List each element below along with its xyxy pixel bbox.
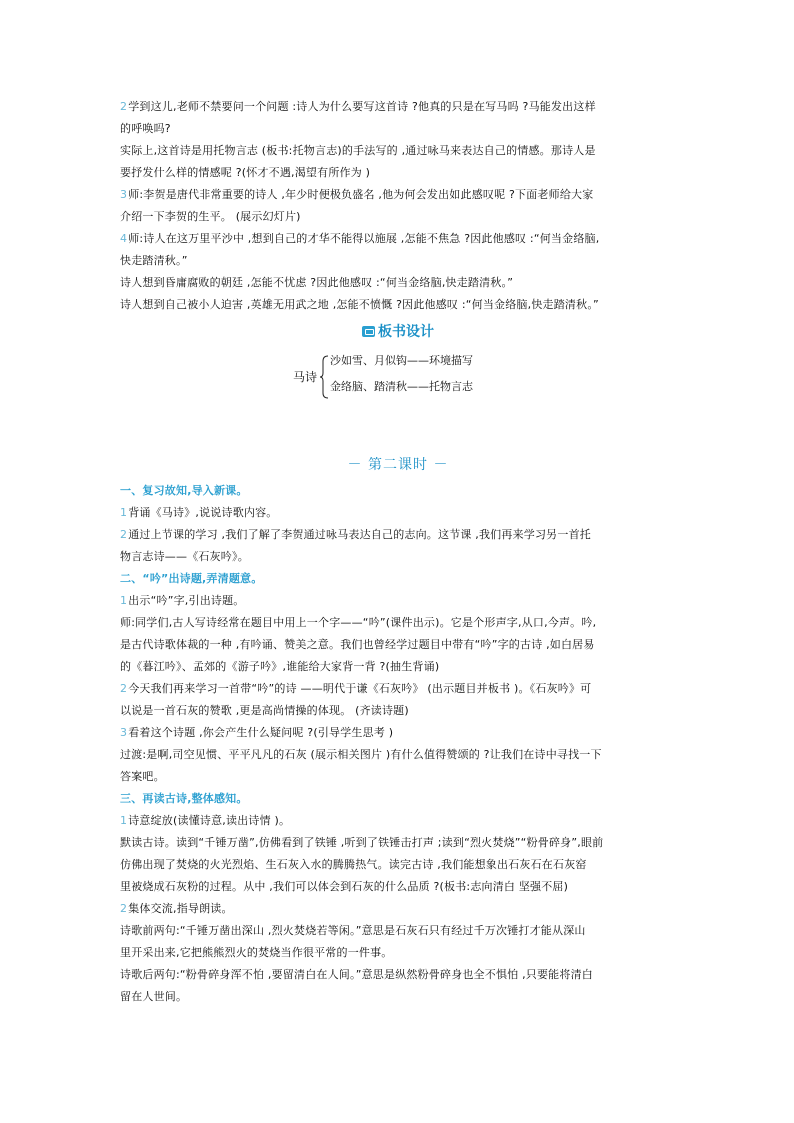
item-number: 2 xyxy=(120,682,128,695)
item-number: 1 xyxy=(120,594,128,607)
text-line xyxy=(120,502,676,524)
text-line xyxy=(120,678,676,700)
line-text: 今天我们再来学习一首带“吟”的诗 ——明代于谦《石灰吟》 (出示题目并板书 )。《石灰吟》可 xyxy=(128,682,592,695)
section-heading xyxy=(120,568,676,590)
lesson2-text-block xyxy=(120,480,676,1008)
item-number: 2 xyxy=(120,528,128,541)
curly-brace xyxy=(319,355,329,399)
text-line xyxy=(120,832,676,854)
text-line xyxy=(120,228,676,250)
text-line xyxy=(120,250,676,272)
board-heading-text: 板书设计 xyxy=(378,324,434,340)
line-text: 留在人世间。 xyxy=(120,990,188,1003)
line-text: 快走踏清秋。” xyxy=(120,254,188,267)
item-number: 3 xyxy=(120,726,128,739)
section-heading xyxy=(120,480,676,502)
board-row-environment: 沙如雪、月似钩——环境描写 xyxy=(330,354,473,367)
text-line xyxy=(120,744,676,766)
text-line xyxy=(120,986,676,1008)
line-text: 诗人想到自己被小人迫害 ,英雄无用武之地 ,怎能不愤慨 ?因此他感叹 :“何当金络脑,快走踏清秋。” xyxy=(120,298,599,311)
text-line xyxy=(120,766,676,788)
line-text: 仿佛出现了焚烧的火光烈焰、生石灰入水的腾腾热气。读完古诗 ,我们能想象出石灰石在石灰窑 xyxy=(120,858,587,871)
text-line xyxy=(120,964,676,986)
text-line xyxy=(120,140,676,162)
line-text: 一、复习故知,导入新课。 xyxy=(120,484,248,497)
line-text: 过渡:是啊,司空见惯、平平凡凡的石灰 (展示相关图片 )有什么值得赞颂的 ?让我们在诗中寻找一下 xyxy=(120,748,602,761)
text-line xyxy=(120,184,676,206)
line-text: 集体交流,指导朗读。 xyxy=(128,902,233,915)
line-text: 背诵《马诗》,说说诗歌内容。 xyxy=(128,506,278,519)
text-line xyxy=(120,700,676,722)
text-line xyxy=(120,634,676,656)
board-design-heading xyxy=(120,320,676,346)
section-heading xyxy=(120,788,676,810)
line-text: 二、“吟”出诗题,弄清题意。 xyxy=(120,572,263,585)
line-text: 学到这儿,老师不禁要问一个问题 :诗人为什么要写这首诗 ?他真的只是在写马吗 ?马能发出这样 xyxy=(128,100,596,113)
line-text: 的《暮江吟》、孟郊的《游子吟》,谁能给大家背一背 ?(抽生背诵) xyxy=(120,660,440,673)
line-text: 师:同学们,古人写诗经常在题目中用上一个字——“吟”(课件出示)。它是个形声字,从口,今声。吟, xyxy=(120,616,597,629)
lesson1-text-block xyxy=(120,96,676,316)
line-text: 的呼唤吗? xyxy=(120,122,171,135)
line-text: 诗歌前两句:“千锤万凿出深山 ,烈火焚烧若等闲。”意思是石灰石只有经过千万次锤打才能从深山 xyxy=(120,924,586,937)
line-text: 是古代诗歌体裁的一种 ,有吟诵、赞美之意。我们也曾经学过题目中带有“吟”字的古诗 ,如白居易 xyxy=(120,638,595,651)
item-number: 4 xyxy=(120,232,128,245)
text-line xyxy=(120,546,676,568)
item-number: 2 xyxy=(120,902,128,915)
line-text: 师:李贺是唐代非常重要的诗人 ,年少时便极负盛名 ,他为何会发出如此感叹呢 ?下面老师给大家 xyxy=(128,188,594,201)
board-icon xyxy=(362,326,375,337)
line-text: 通过上节课的学习 ,我们了解了李贺通过咏马表达自己的志向。这节课 ,我们再来学习另一首托 xyxy=(128,528,591,541)
line-text: 里开采出来,它把熊熊烈火的焚烧当作很平常的一件事。 xyxy=(120,946,393,959)
item-number: 2 xyxy=(120,100,128,113)
text-line xyxy=(120,942,676,964)
line-text: 实际上,这首诗是用托物言志 (板书:托物言志)的手法写的 ,通过咏马来表达自己的情感。那诗人是 xyxy=(120,144,596,157)
line-text: 看着这个诗题 ,你会产生什么疑问呢 ?(引导学生思考 ) xyxy=(128,726,394,739)
item-number: 1 xyxy=(120,506,128,519)
text-line xyxy=(120,206,676,228)
line-text: 三、再读古诗,整体感知。 xyxy=(120,792,248,805)
board-row-aspiration: 金络脑、踏清秋——托物言志 xyxy=(330,380,473,393)
text-line xyxy=(120,294,676,316)
text-line xyxy=(120,920,676,942)
text-line xyxy=(120,612,676,634)
content-column xyxy=(120,96,676,1008)
text-line xyxy=(120,118,676,140)
text-line xyxy=(120,876,676,898)
line-text: 里被烧成石灰粉的过程。从中 ,我们可以体会到石灰的什么品质 ?(板书:志向清白 坚强不屈) xyxy=(120,880,569,893)
item-number: 3 xyxy=(120,188,128,201)
text-line xyxy=(120,810,676,832)
item-number: 1 xyxy=(120,814,128,827)
line-text: 师:诗人在这万里平沙中 ,想到自己的才华不能得以施展 ,怎能不焦急 ?因此他感叹 :“何当金络脑, xyxy=(128,232,600,245)
line-text: 以说是一首石灰的赞歌 ,更是高尚情操的体现。 (齐读诗题) xyxy=(120,704,409,717)
line-text: 诗意绽放(读懂诗意,读出诗情 )。 xyxy=(128,814,291,827)
text-line xyxy=(120,854,676,876)
line-text: 默读古诗。读到“千锤万凿”,仿佛看到了铁锤 ,听到了铁锤击打声 ;读到“烈火焚烧”“粉骨碎身”,眼前 xyxy=(120,836,604,849)
board-poem-title: 马诗 xyxy=(293,370,318,384)
line-text: 诗歌后两句:“粉骨碎身浑不怕 ,要留清白在人间。”意思是纵然粉骨碎身也全不惧怕 ,只要能将清白 xyxy=(120,968,593,981)
text-line xyxy=(120,96,676,118)
line-text: 诗人想到昏庸腐败的朝廷 ,怎能不忧虑 ?因此他感叹 :“何当金络脑,快走踏清秋。” xyxy=(120,276,514,289)
text-line xyxy=(120,656,676,678)
text-line xyxy=(120,272,676,294)
line-text: 答案吧。 xyxy=(120,770,165,783)
text-line xyxy=(120,590,676,612)
text-line xyxy=(120,524,676,546)
text-line xyxy=(120,722,676,744)
lesson-2-title: － 第二课时 － xyxy=(347,457,449,473)
text-line xyxy=(120,162,676,184)
line-text: 物言志诗——《石灰吟》。 xyxy=(120,550,249,563)
line-text: 要抒发什么样的情感呢 ?(怀才不遇,渴望有所作为 ) xyxy=(120,166,371,179)
line-text: 介绍一下李贺的生平。 (展示幻灯片) xyxy=(120,210,301,223)
line-text: 出示“吟”字,引出诗题。 xyxy=(128,594,245,607)
text-line xyxy=(120,898,676,920)
board-design xyxy=(120,352,676,412)
